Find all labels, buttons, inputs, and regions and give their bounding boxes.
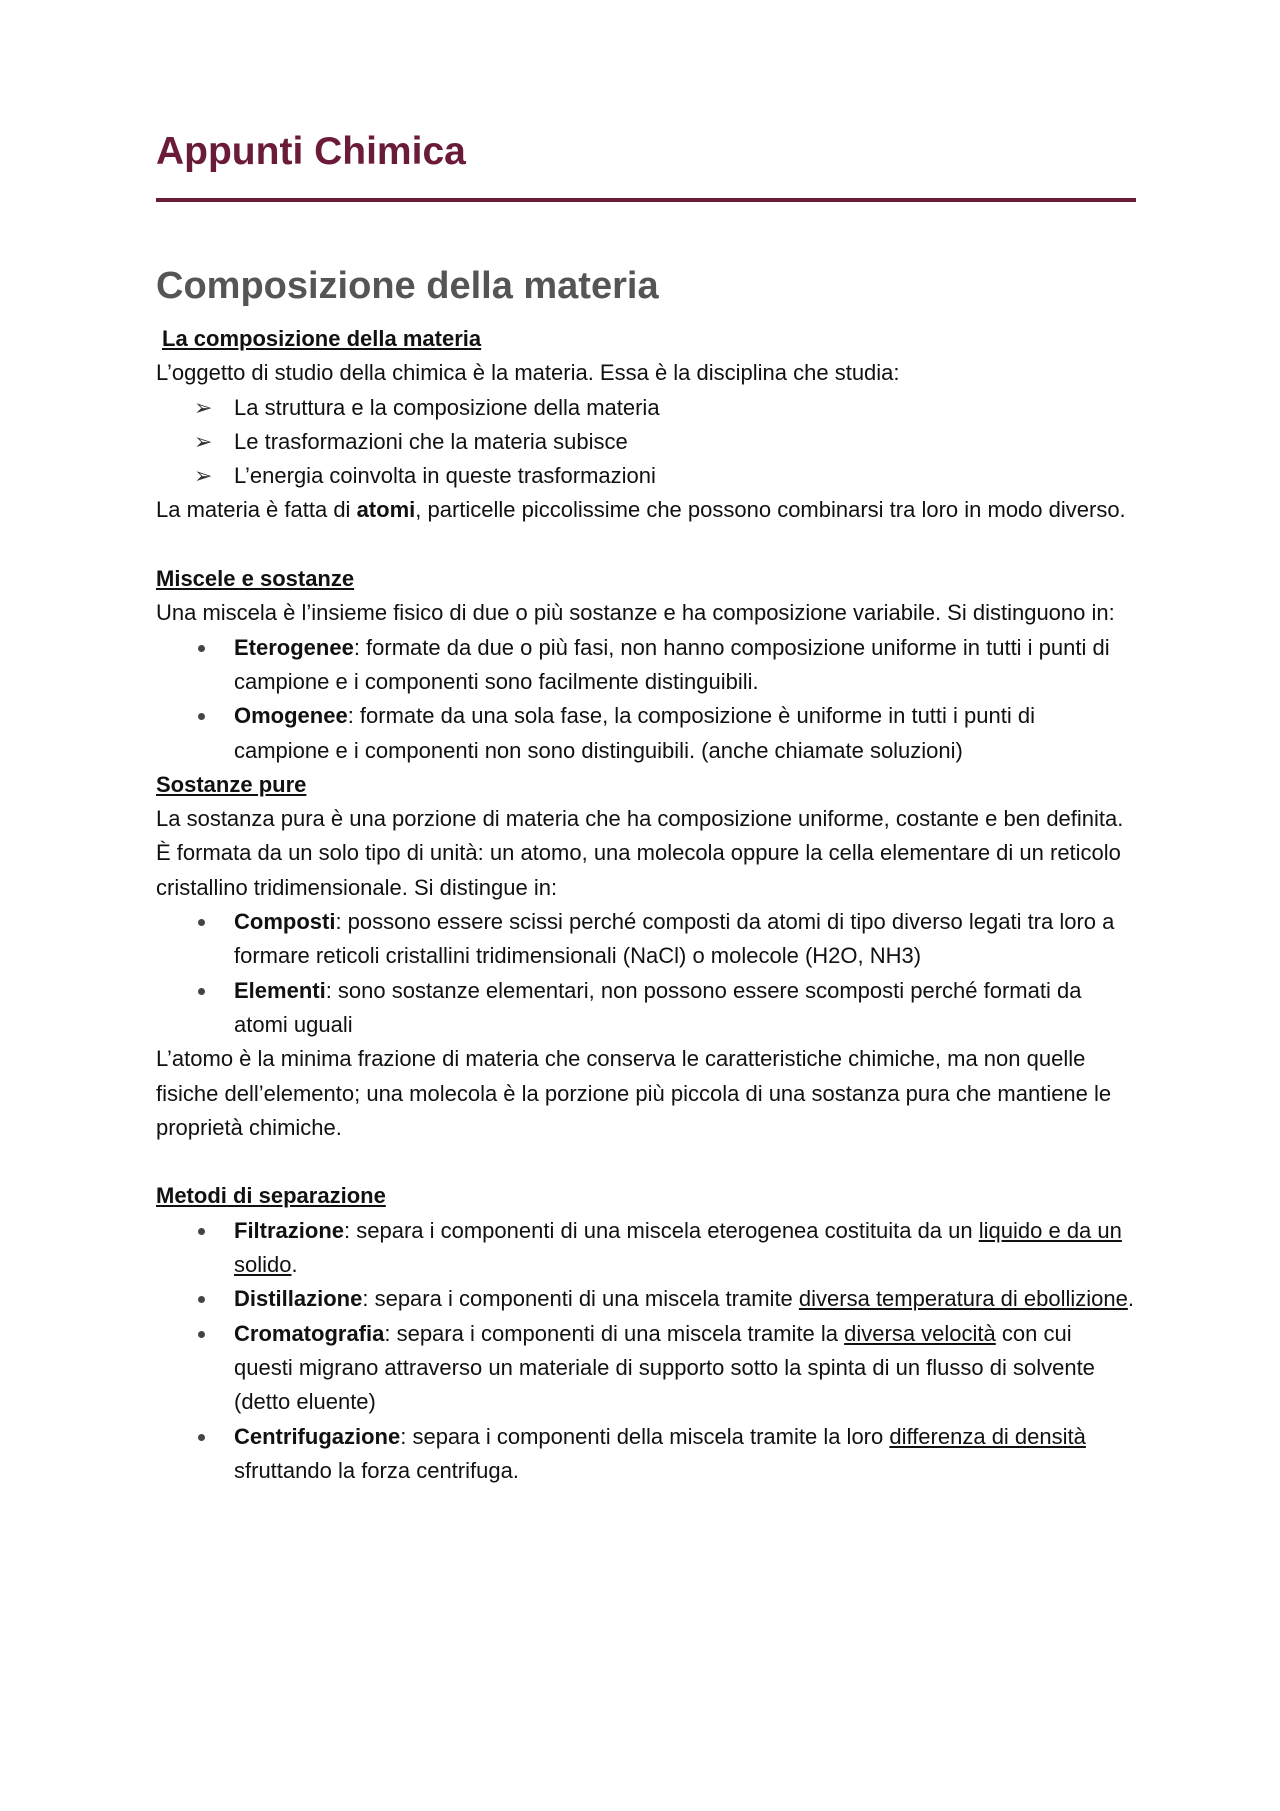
- bullet-list: [156, 1214, 1136, 1488]
- bullet-dot-icon: [198, 1434, 205, 1441]
- bullet-dot-icon: [198, 1296, 205, 1303]
- arrow-bullet-icon: ➢: [194, 463, 213, 489]
- list-item: Elementi: sono sostanze elementari, non possono essere scomposti perché formati da atomi uguali: [156, 974, 1136, 1043]
- arrow-bullet-icon: ➢: [194, 394, 213, 420]
- list-item: Composti: possono essere scissi perché composti da atomi di tipo diverso legati tra loro a formare reticoli cristallini tridimensionali (NaCl) o molecole (H2O, NH3): [156, 905, 1136, 974]
- paragraph-atomo-molecola: L’atomo è la minima frazione di materia che conserva le caratteristiche chimiche, ma non quelle fisiche dell’elemento; una molecola è la porzione più piccola di una sostanza pura che mantiene le proprietà chimiche.: [156, 1046, 1112, 1140]
- bullet-dot-icon: [198, 713, 205, 720]
- heading-sostanze-pure: Sostanze pure: [156, 771, 307, 797]
- paragraph-miscele: Una miscela è l’insieme fisico di due o più sostanze e ha composizione variabile. Si distinguono in:: [156, 600, 1115, 626]
- document-content: [156, 128, 1136, 1488]
- bullet-dot-icon: [198, 988, 205, 995]
- arrow-list: [156, 391, 1136, 494]
- list-item: Distillazione: separa i componenti di una miscela tramite diversa temperatura di ebollizione.: [156, 1282, 1136, 1316]
- paragraph-atomi: La materia è fatta di atomi, particelle piccolissime che possono combinarsi tra loro in modo diverso.: [156, 497, 1126, 523]
- heading-composizione: La composizione della materia: [162, 326, 482, 351]
- bullet-dot-icon: [198, 645, 205, 652]
- heading-miscele: Miscele e sostanze: [156, 566, 355, 592]
- list-item: Centrifugazione: separa i componenti della miscela tramite la loro differenza di densità sfruttando la forza centrifuga.: [156, 1420, 1136, 1489]
- list-item: Eterogenee: formate da due o più fasi, non hanno composizione uniforme in tutti i punti di campione e i componenti sono facilmente distinguibili.: [156, 631, 1136, 700]
- list-item: Omogenee: formate da una sola fase, la composizione è uniforme in tutti i punti di campione e i componenti non sono distinguibili. (anche chiamate soluzioni): [156, 699, 1136, 768]
- title-divider: [156, 198, 1136, 202]
- section-title: Composizione della materia: [156, 265, 659, 307]
- bullet-list: [156, 905, 1136, 1042]
- bullet-dot-icon: [198, 919, 205, 926]
- document-title: Appunti Chimica: [156, 130, 466, 173]
- bullet-dot-icon: [198, 1331, 205, 1338]
- paragraph-intro-chimica: L’oggetto di studio della chimica è la materia. Essa è la disciplina che studia:: [156, 360, 900, 386]
- list-item: Filtrazione: separa i componenti di una miscela eterogenea costituita da un liquido e da un solido.: [156, 1214, 1136, 1283]
- paragraph-sostanze-pure: La sostanza pura è una porzione di materia che ha composizione uniforme, costante e ben definita. È formata da un solo tipo di unità: un atomo, una molecola oppure la cella elementare di un reticolo cristallino tridimensionale. Si distingue in:: [156, 806, 1124, 900]
- arrow-bullet-icon: ➢: [194, 428, 213, 454]
- list-item: Cromatografia: separa i componenti di una miscela tramite la diversa velocità con cui questi migrano attraverso un materiale di supporto sotto la spinta di un flusso di solvente (detto eluente): [156, 1317, 1136, 1420]
- list-item: ➢ La struttura e la composizione della materia: [156, 391, 1136, 425]
- heading-metodi-separazione: Metodi di separazione: [156, 1183, 386, 1209]
- bullet-dot-icon: [198, 1228, 205, 1235]
- list-item: ➢ Le trasformazioni che la materia subisce: [156, 425, 1136, 459]
- term-atomi: atomi: [356, 497, 416, 523]
- bullet-list: [156, 631, 1136, 768]
- list-item: ➢ L’energia coinvolta in queste trasformazioni: [156, 459, 1136, 493]
